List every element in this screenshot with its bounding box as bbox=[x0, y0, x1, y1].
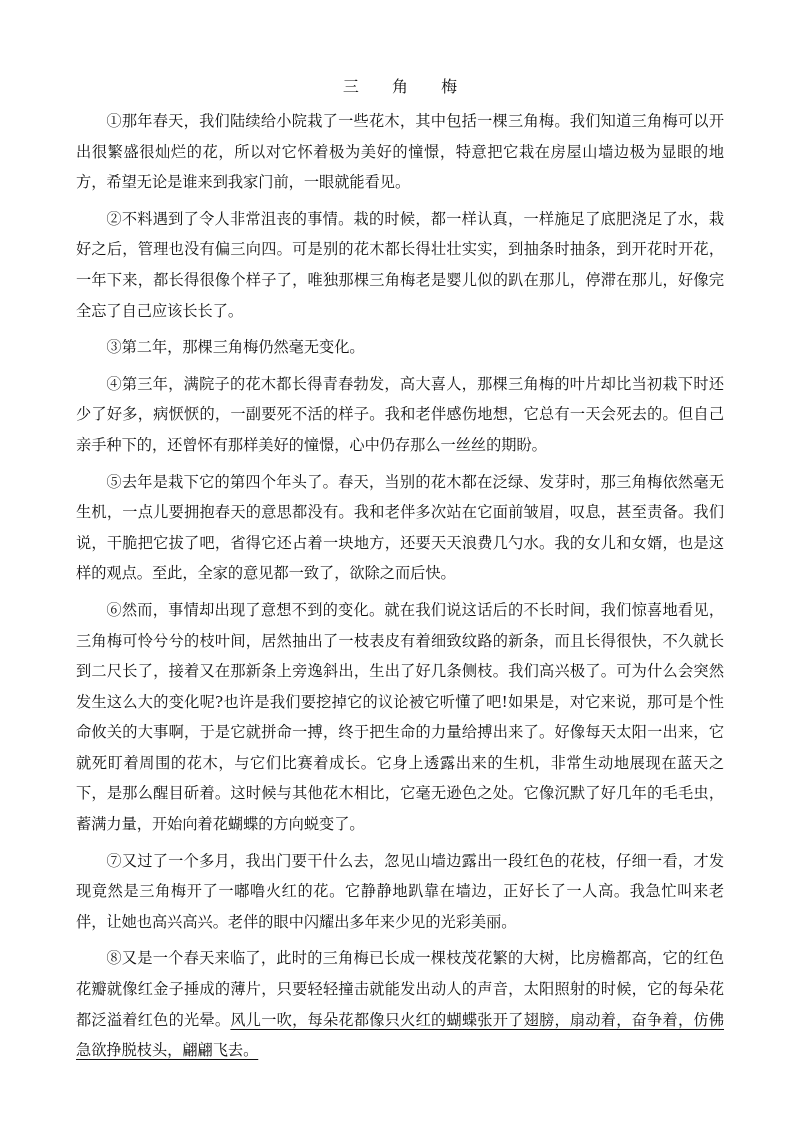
paragraph-2: ②不料遇到了令人非常沮丧的事情。栽的时候，都一样认真，一样施足了底肥浇足了水，栽好之后，管理也没有偏三向四。可是别的花木都长得壮壮实实，到抽条时抽条，到开花时开花，一年下来，都长得很像个样子了，唯独那棵三角梅老是婴儿似的趴在那儿，停滞在那儿，好像完全忘了自己应该长长了。 bbox=[76, 209, 724, 320]
paragraph-1: ①那年春天，我们陆续给小院栽了一些花木，其中包括一棵三角梅。我们知道三角梅可以开出很繁盛很灿烂的花，所以对它怀着极为美好的憧憬，特意把它栽在房屋山墙边极为显眼的地方，希望无论是谁来到我家门前，一眼就能看见。 bbox=[76, 112, 724, 192]
document-page bbox=[76, 72, 724, 1066]
paragraph-3: ③第二年，那棵三角梅仍然毫无变化。 bbox=[106, 338, 365, 357]
underlined-sentence: 风儿一吹，每朵花都像只火红的蝴蝶张开了翅膀，扇动着，奋争着，仿佛急欲挣脱枝头，翩翩飞去。 bbox=[76, 1010, 725, 1060]
paragraph-7: ⑦又过了一个多月，我出门要干什么去，忽见山墙边露出一段红色的花枝，仔细一看，才发现竟然是三角梅开了一嘟噜火红的花。它静静地趴靠在墙边，正好长了一人高。我急忙叫来老伴，让她也高兴高兴。老伴的眼中闪耀出多年来少见的光彩美丽。 bbox=[76, 851, 724, 931]
paragraph-8-text: ⑧又是一个春天来临了，此时的三角梅已长成一棵枝茂花繁的大树，比房檐都高，它的红色花瓣就像红金子捶成的薄片，只要轻轻撞击就能发出动人的声音，太阳照射的时候，它的每朵花都泛溢着红色的光晕。 bbox=[76, 949, 724, 1029]
document-title: 三 角 梅 bbox=[342, 77, 472, 96]
paragraph-6: ⑥然而，事情却出现了意想不到的变化。就在我们说这话后的不长时间，我们惊喜地看见，三角梅可怜兮兮的枝叶间，居然抽出了一枝表皮有着细致纹路的新条，而且长得很快，不久就长到二尺长了，接着又在那新条上旁逸斜出，生出了好几条侧枝。我们高兴极了。可为什么会突然发生这么大的变化呢?也许是我们要挖掉它的议论被它听懂了吧!如果是，对它来说，那可是个性命攸关的大事啊，于是它就拼命一搏，终于把生命的力量给搏出来了。好像每天太阳一出来，它就死盯着周围的花木，与它们比赛着成长。它身上透露出来的生机，非常生动地展现在蓝天之下，是那么醒目斫着。这时候与其他花木相比，它毫无逊色之处。它像沉默了好几年的毛毛虫，蓄满力量，开始向着花蝴蝶的方向蜕变了。 bbox=[76, 600, 724, 834]
paragraph-5: ⑤去年是栽下它的第四个年头了。春天，当别的花木都在泛绿、发芽时，那三角梅依然毫无生机，一点儿要拥抱春天的意思都没有。我和老伴多次站在它面前皱眉，叹息，甚至责备。我们说，干脆把它拔了吧，省得它还占着一块地方，还要天天浪费几勺水。我的女儿和女婿，也是这样的观点。至此，全家的意见都一致了，欲除之而后快。 bbox=[76, 472, 724, 583]
paragraph-4: ④第三年，满院子的花木都长得青春勃发，高大喜人，那棵三角梅的叶片却比当初栽下时还少了好多，病恹恹的，一副要死不活的样子。我和老伴感伤地想，它总有一天会死去的。但自己亲手种下的，还曾怀有那样美好的憧憬，心中仍存那么一丝丝的期盼。 bbox=[76, 374, 724, 454]
paragraph-8 bbox=[76, 943, 724, 1065]
